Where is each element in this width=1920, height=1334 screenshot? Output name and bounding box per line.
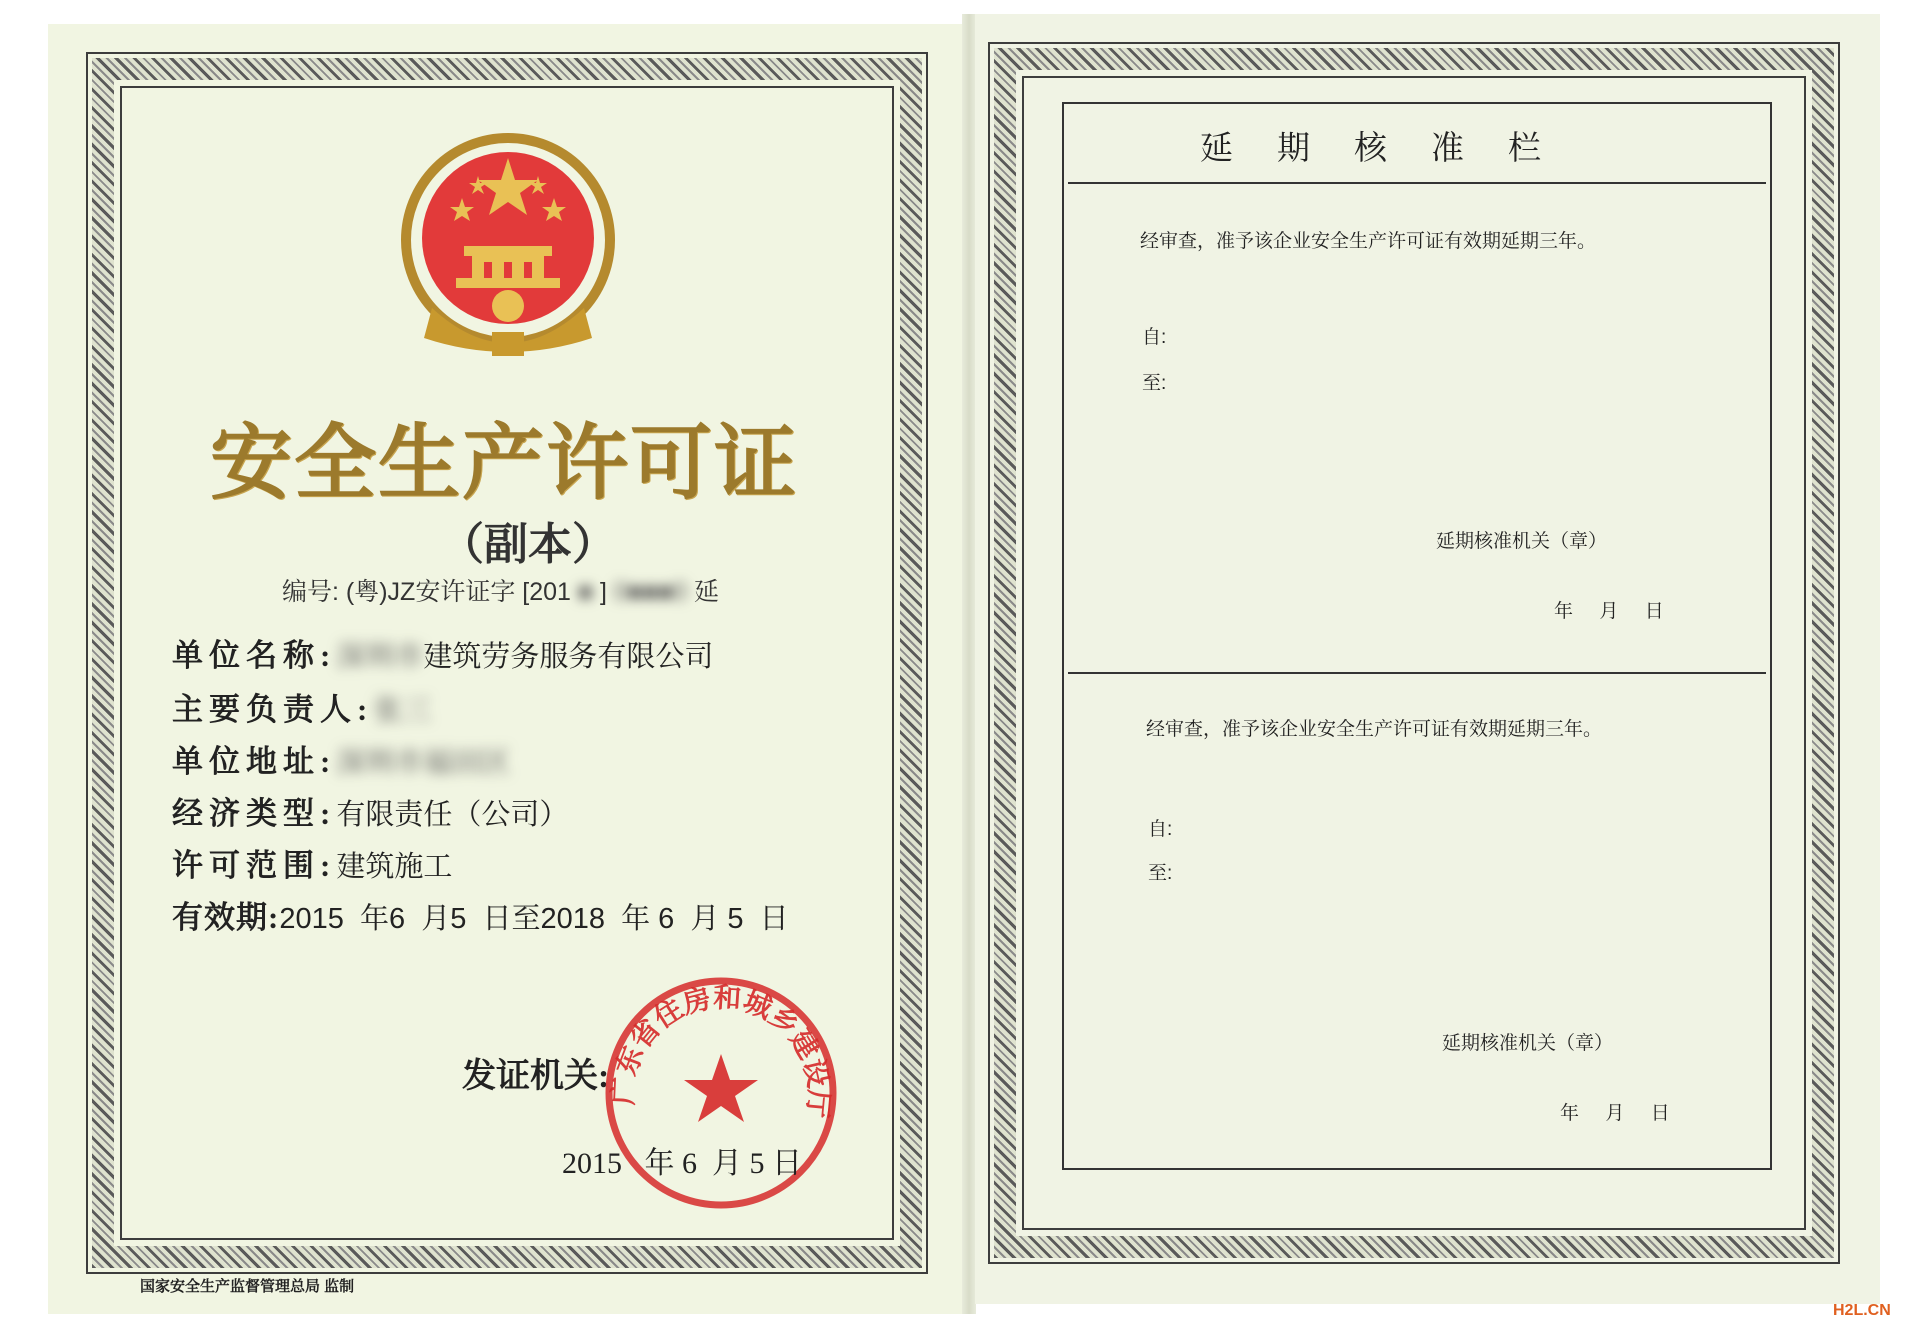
number-redacted: ■ [577,578,594,606]
field-label: 单位名称: [172,638,337,673]
national-emblem-icon [392,128,624,368]
field-unit-name [172,630,713,675]
extension-title: 延期核准栏 [1200,131,1585,167]
field-value: 建筑施工 [336,851,453,883]
certificate-title: 安全生产许可证 [210,415,799,511]
field-scope [172,840,452,885]
field-label: 有效期: [172,900,280,935]
extension-statement: 经审查，准予该企业安全生产许可证有效期延期三年。 [1140,231,1597,252]
extension-to-label: 至: [1148,863,1173,884]
extension-authority: 延期核准机关（章） [1442,1033,1614,1054]
extension-section-divider [1068,672,1766,674]
extension-date-line: 年 月 日 [1554,601,1664,622]
issue-date: 2015 年 6 月 5 日 [562,1147,802,1180]
extension-statement: 经审查，准予该企业安全生产许可证有效期延期三年。 [1146,719,1603,740]
supervisor-note: 国家安全生产监督管理总局 监制 [140,1278,355,1295]
number-suffix: ] [599,578,607,606]
field-value: 2015 年6 月5 日至2018 年 6 月 5 日 [279,903,789,935]
certificate-subtitle: （副本） [440,519,616,570]
field-principal [172,684,431,729]
extension-date-line: 年 月 日 [1560,1103,1670,1124]
field-economic-type [172,788,568,833]
field-value-redacted: 深圳市福田区 [336,747,511,779]
seal-text: 广东省住房和城乡建设厅 [606,980,836,1120]
number-label: 编号: [282,578,339,606]
field-label: 许可范围: [172,848,337,883]
extension-approval-box [1062,102,1772,1170]
extension-from-label: 自: [1148,819,1173,840]
number-prefix: (粤)JZ安许证字 [345,578,516,606]
field-address [172,736,510,781]
field-value: 有限责任（公司） [336,799,569,831]
field-validity [172,892,789,937]
number-redacted-serial: 0■■■0 [613,578,687,606]
field-value-redacted: 深圳市 [336,641,424,673]
field-label: 主要负责人: [172,692,374,727]
watermark-logo: H2L.CN [1833,1302,1891,1319]
number-end: 延 [693,578,719,606]
field-value: 建筑劳务服务有限公司 [423,641,714,673]
certificate-number [282,572,719,608]
field-label: 经济类型: [172,796,337,831]
field-label: 单位地址: [172,744,337,779]
issuer-label: 发证机关: [462,1058,610,1095]
extension-from-label: 自: [1142,327,1167,348]
booklet-spine [962,14,976,1314]
extension-authority: 延期核准机关（章） [1436,531,1608,552]
field-value-redacted: 张三 [373,695,432,727]
extension-to-label: 至: [1142,373,1167,394]
number-year: [201 [522,578,571,606]
